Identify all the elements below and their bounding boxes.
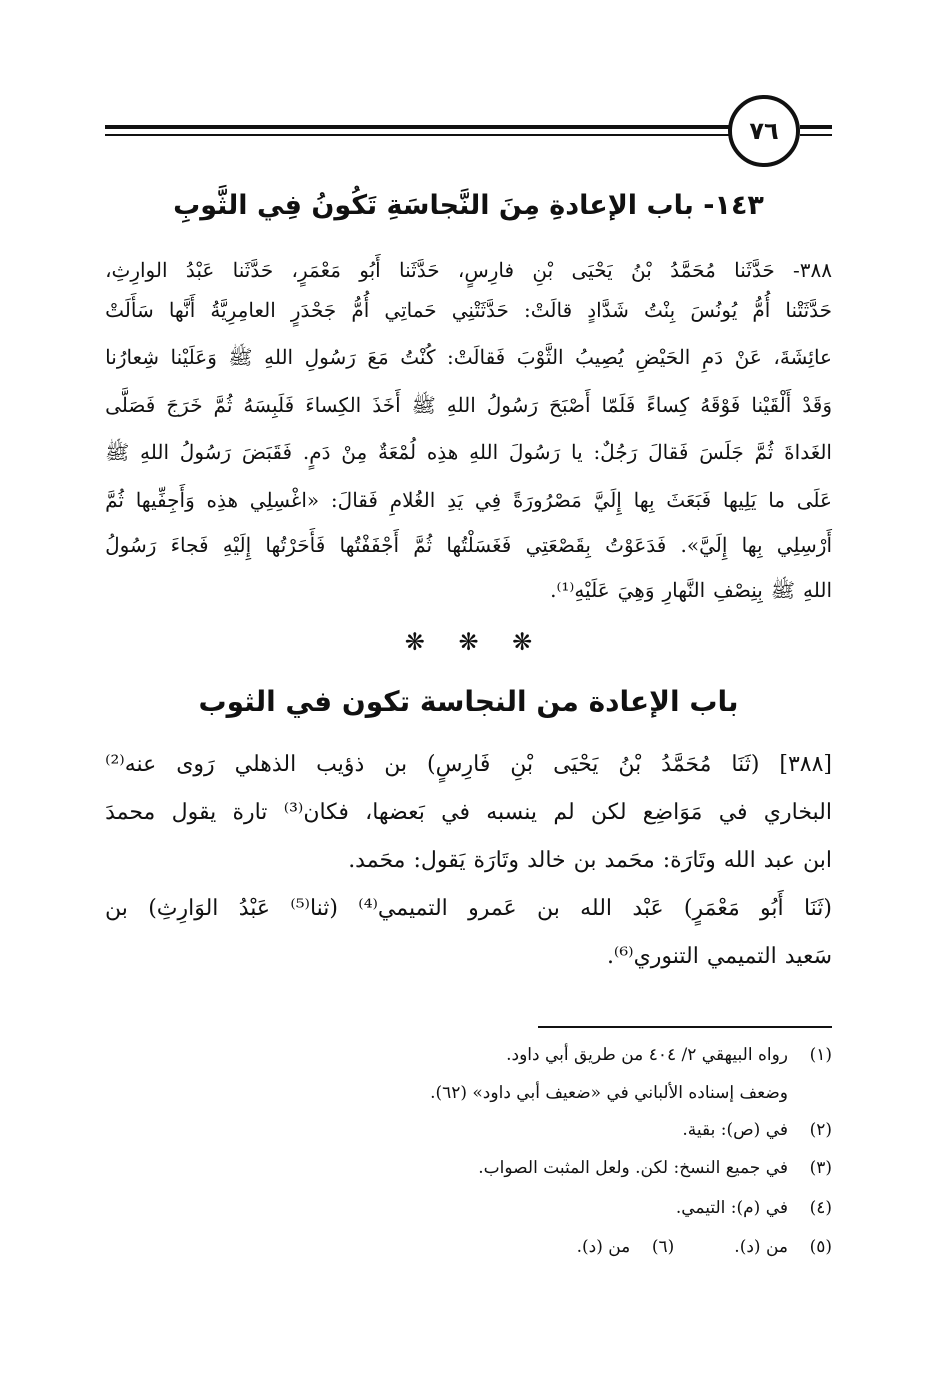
commentary-line: البخاري في مَوَاضِع لكن لم ينسبه في بَعضها، فكان⁽³⁾ تارة يقول محمدَ xyxy=(105,800,832,825)
header-rule xyxy=(800,125,832,129)
footnote-separator xyxy=(538,1026,832,1028)
footnote-text: رواه البيهقي ٢/ ٤٠٤ من طريق أبي داود. xyxy=(506,1045,788,1065)
footnote-number: (٥) xyxy=(809,1237,832,1257)
footnote-text: وضعف إسناده الألباني في «ضعيف أبي داود» (٦٢). xyxy=(430,1083,788,1103)
section-separator: ❋ ❋ ❋ xyxy=(404,628,533,656)
commentary-line: ابن عبد الله وتَارَة: محَمد بن خالد وتَارَة يَقول: محَمد. xyxy=(348,848,832,873)
footnote-text: في (م): التيمي. xyxy=(675,1198,788,1218)
commentary-line: (ثَنَا أَبُو مَعْمَرٍ) عَبْد الله بن عَمرو التميمي⁽⁴⁾ (ثنا⁽⁵⁾ عَبْدُ الوَارِثِ) بن xyxy=(105,896,832,921)
hadith-line: وَقَدْ أَلْقَيْنا فَوْقَهُ كِساءً فَلَمّا أَصْبَحَ رَسُولُ اللهِ ﷺ أَخَذَ الكِساءَ فَلَبِسَهُ ثُمَّ خَرَجَ فَصَلَّى xyxy=(105,393,832,417)
footnote xyxy=(105,1083,832,1103)
footnote xyxy=(105,1120,832,1140)
page-number: ٧٦ xyxy=(728,95,800,167)
footnote xyxy=(105,1158,832,1178)
footnote-text: في (ص): بقية. xyxy=(682,1120,788,1140)
hadith-line: اللهِ ﷺ بِنِصْفِ النَّهارِ وَهِيَ عَلَيْهِ⁽¹⁾. xyxy=(550,578,832,602)
commentary-heading: باب الإعادة من النجاسة تكون في الثوب xyxy=(198,685,739,718)
chapter-heading: ١٤٣- باب الإعادةِ مِنَ النَّجاسَةِ تَكُونُ فِي الثَّوبِ xyxy=(173,190,764,221)
footnote-number: (١) xyxy=(809,1045,832,1065)
footnote-text: من (د). xyxy=(576,1237,631,1257)
footnote xyxy=(105,1045,832,1065)
commentary-line: [٣٨٨] (ثَنَا مُحَمَّدُ بْنُ يَحْيَى بْنِ فَارِسٍ) بن ذؤيب الذهلي رَوى عنه⁽²⁾ xyxy=(105,752,832,777)
header-rule xyxy=(800,134,832,136)
footnote-number: (٣) xyxy=(809,1158,832,1178)
footnote-text: من (د). xyxy=(734,1237,788,1257)
header-rule xyxy=(105,134,733,136)
hadith-line: أَرْسِلِي بِها إِلَيَّ». فَدَعَوْتُ بِقَصْعَتِي فَغَسَلْتُها ثُمَّ أَجْفَفْتُها فَأَحَرْتُها إِلَيْهِ فَجاءَ رَسُولُ xyxy=(105,533,832,557)
footnote-text: في جميع النسخ: لكن. ولعل المثبت الصواب. xyxy=(478,1158,788,1178)
footnote xyxy=(105,1198,832,1218)
footnote xyxy=(105,1237,832,1257)
footnote-number: (٦) xyxy=(651,1237,675,1257)
hadith-line: حَدَّثَتْنا أُمُّ يُونُسَ بِنْتُ شَدَّادٍ قالَتْ: حَدَّثَتْنِي حَماتِي أُمُّ جَحْدَرٍ العامِرِيَّةُ أَنَّها سَأَلَتْ xyxy=(105,298,832,322)
footnote-number: (٤) xyxy=(809,1198,832,1218)
header-rule xyxy=(105,125,733,129)
hadith-line: ٣٨٨- حَدَّثَنا مُحَمَّدُ بْنُ يَحْيَى بْنِ فارِسٍ، حَدَّثَنا أَبُو مَعْمَرٍ، حَدَّثَنا عَبْدُ الوارِثِ، xyxy=(105,258,832,282)
hadith-line: عائِشَةَ، عَنْ دَمِ الحَيْضِ يُصِيبُ الثَّوْبَ فَقالَتْ: كُنْتُ مَعَ رَسُولِ اللهِ ﷺ وَعَلَيْنا شِعارُنا xyxy=(105,345,832,369)
footnote-number: (٢) xyxy=(809,1120,832,1140)
hadith-line: الغَداةَ ثُمَّ جَلَسَ فَقالَ رَجُلٌ: يا رَسُولَ اللهِ هذِه لُمْعَةٌ مِنْ دَمٍ. فَقَبَضَ رَسُولُ اللهِ ﷺ xyxy=(105,440,832,464)
hadith-line: عَلَى ما يَلِيها فَبَعَثَ بِها إِلَيَّ مَصْرُورَةً فِي يَدِ الغُلامِ فَقالَ: «اغْسِلِي هذِه وَأَجِفِّيها ثُمَّ xyxy=(105,488,832,512)
commentary-line: سَعيد التميمي التنوري⁽⁶⁾. xyxy=(606,944,832,969)
